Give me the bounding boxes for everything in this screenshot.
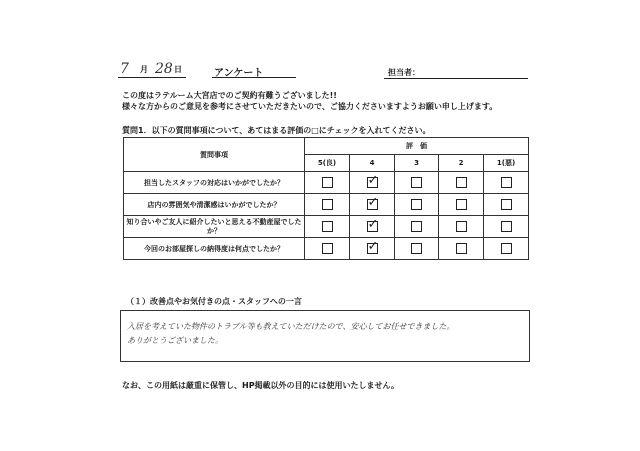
rating-checkbox[interactable] [322,221,333,232]
rating-checkbox[interactable] [411,199,422,210]
month-unit: 月 [140,65,148,74]
rating-checkbox[interactable] [367,199,378,210]
question-text: 知り合いやご友人に紹介したいと思える不動産屋でしたか？ [124,216,305,238]
footer-note: なお、この用紙は厳重に保管し、HP掲載以外の目的には使用いたしません。 [122,381,400,390]
day-unit: 日 [174,65,182,74]
rating-checkbox[interactable] [322,177,333,188]
date-month: 7 [120,61,129,77]
rating-checkbox[interactable] [411,243,422,254]
table-row [124,238,529,260]
intro-line-2: 様々な方からのご意見を参考にさせていただきたいので、ご協力くださいますようお願い申し上げます。 [122,102,498,111]
rating-checkbox[interactable] [411,177,422,188]
question-1-heading: 質問1．以下の質問事項について、あてはまる評価の□にチェックを入れてください。 [122,126,431,135]
comment-heading: （１）改善点やお気付きの点・スタッフへの一言 [126,297,302,306]
rating-checkbox[interactable] [456,243,467,254]
comment-line-1: 入居を考えていた物件のトラブル等も教えていただけたので、安心してお任せできました。 [127,322,455,331]
date-underline [118,77,186,78]
rating-checkbox[interactable] [456,177,467,188]
rating-checkbox[interactable] [501,243,512,254]
rating-col-5: 5(良) [305,155,350,172]
date-day: 28 [155,61,173,77]
rating-checkbox[interactable] [367,177,378,188]
title-underline [212,77,296,78]
rating-checkbox[interactable] [456,221,467,232]
table-row [124,194,529,216]
question-text: 担当したスタッフの対応はいかがでしたか？ [124,172,305,194]
rating-col-3: 3 [395,155,439,172]
survey-table [123,137,529,260]
rating-checkbox[interactable] [501,221,512,232]
rating-checkbox[interactable] [367,221,378,232]
rating-col-2: 2 [439,155,484,172]
rating-checkbox[interactable] [322,199,333,210]
question-text: 店内の雰囲気や清潔感はいかがでしたか？ [124,194,305,216]
rating-col-4: 4 [350,155,395,172]
staff-label: 担当者： [388,68,420,77]
table-header-row [124,138,529,155]
question-text: 今回のお部屋探しの納得度は何点でしたか？ [124,238,305,260]
table-row [124,216,529,238]
item-header: 質問事項 [124,138,305,172]
rating-checkbox[interactable] [456,199,467,210]
rating-checkbox[interactable] [411,221,422,232]
rating-checkbox[interactable] [367,243,378,254]
rating-checkbox[interactable] [501,177,512,188]
rating-col-1: 1(悪) [484,155,529,172]
staff-underline [384,78,528,79]
rating-checkbox[interactable] [322,243,333,254]
survey-title: アンケート [214,68,264,79]
rating-header: 評 価 [305,138,529,155]
comment-line-2: ありがとうございました。 [127,336,223,345]
comment-box[interactable] [120,310,530,362]
table-row [124,172,529,194]
intro-line-1: この度はラテルーム大宮店でのご契約有難うございました!! [122,91,337,100]
rating-checkbox[interactable] [501,199,512,210]
